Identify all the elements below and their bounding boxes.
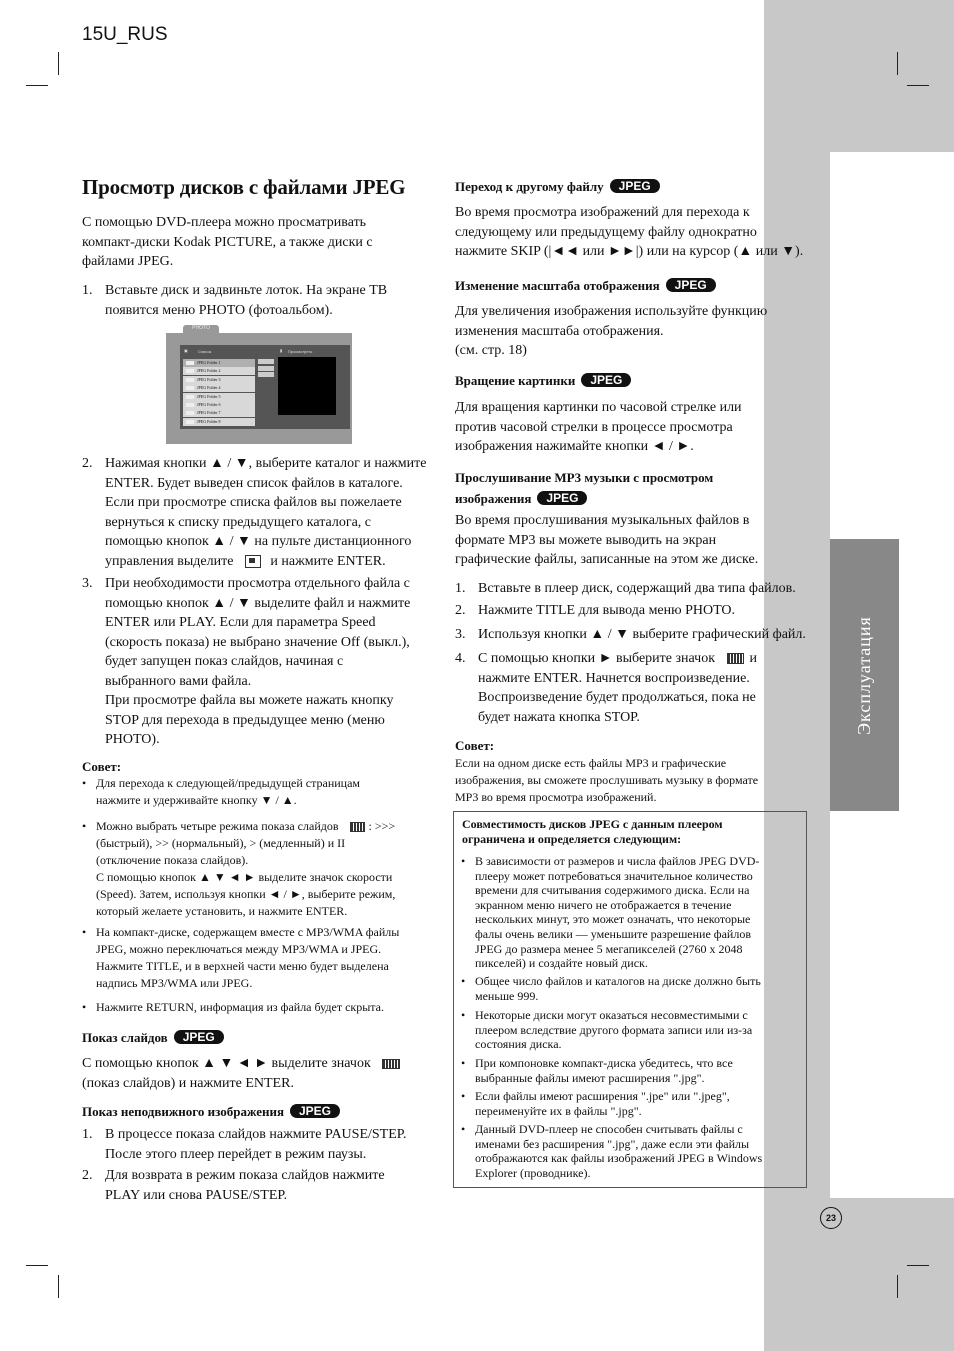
list-item: JPEG Folder 2 xyxy=(183,367,255,375)
crop-mark xyxy=(897,52,898,75)
slideshow-heading: Показ слайдов JPEG xyxy=(82,1030,224,1046)
step-3: При необходимости просмотра отдельного файла с помощью кнопок ▲ / ▼ выделите файл и нажмите ENTER или PLAY. Если для параметра Speed (скорость показа) не выбрано значение Off (выкл.), будет запущен показ слайдов, начиная с выбранного вами файла. При просмотре файла вы можете нажать кнопку STOP для перехода в предыдущее меню (меню PHOTO). xyxy=(105,576,411,747)
jpeg-badge: JPEG xyxy=(290,1104,340,1118)
folder-icon: ▣ xyxy=(184,348,188,353)
step-3-number: 3. xyxy=(82,576,93,591)
rotate-heading: Вращение картинки JPEG xyxy=(455,373,631,389)
list-item: JPEG Folder 5 xyxy=(183,393,255,401)
mp3-heading: Прослушивание MP3 музыки с просмотром изображения JPEG xyxy=(455,470,714,506)
screen-controls xyxy=(258,359,274,381)
step-2: Нажимая кнопки ▲ / ▼, выберите каталог и нажмите ENTER. Будет выведен список файлов в каталоге. Если при просмотре списка файлов вы пожелаете вернуться к списку предыдущего каталога, с помощью кнопок ▲ / ▼ на пульте дистанционного управления выделите и нажмите ENTER. xyxy=(105,456,427,569)
compat-item-3: Некоторые диски могут оказаться несовместимыми с плеером вследствие другого формата записи или из-за состояния диска. xyxy=(475,1008,753,1052)
step-1-number: 1. xyxy=(82,283,93,298)
screen-tab: PHOTO xyxy=(183,325,219,335)
list-item: JPEG Folder 1 xyxy=(183,359,255,367)
still-step-1: В процессе показа слайдов нажмите PAUSE/STEP. После этого плеер перейдет в режим паузы. xyxy=(105,1127,407,1162)
crop-mark xyxy=(897,1275,898,1298)
bullet-dot: • xyxy=(82,819,87,833)
still-step-2-number: 2. xyxy=(82,1168,93,1183)
preview-icon: ▮ xyxy=(280,348,283,353)
intro-text: С помощью DVD-плеера можно просматривать компакт-диски Kodak PICTURE, а также диски с файлами JPEG. xyxy=(82,215,373,269)
margin-bottom-block xyxy=(764,1198,954,1351)
mp3-step-3-number: 3. xyxy=(455,627,466,642)
skip-heading: Переход к другому файлу JPEG xyxy=(455,179,660,195)
mp3-step-1-number: 1. xyxy=(455,581,466,596)
compatibility-title: Совместимость дисков JPEG с данным плеером ограничена и определяется следующим: xyxy=(462,817,723,846)
mp3-step-3: Используя кнопки ▲ / ▼ выберите графический файл. xyxy=(478,627,806,642)
crop-mark xyxy=(58,52,59,75)
skip-text: Во время просмотра изображений для перехода к следующему или предыдущему файлу однократно нажмите SKIP (|◄◄ или ►►|) или на курсор (▲ или ▼). xyxy=(455,205,804,259)
step-1: Вставьте диск и задвиньте лоток. На экране ТВ появится меню PHOTO (фотоальбом). xyxy=(105,283,388,318)
tip-1: Для перехода к следующей/предыдущей страницам нажмите и удерживайте кнопку ▼ / ▲. xyxy=(96,776,361,807)
list-item: JPEG Folder 4 xyxy=(183,384,255,392)
bullet-dot: • xyxy=(82,925,87,939)
crop-mark xyxy=(907,1265,929,1266)
jpeg-badge: JPEG xyxy=(537,491,587,505)
mp3-step-1: Вставьте в плеер диск, содержащий два типа файлов. xyxy=(478,581,796,596)
tip-right-text: Если на одном диске есть файлы MP3 и графические изображения, вы сможете прослушивать музыку в формате MP3 во время просмотра изображений. xyxy=(455,756,759,804)
tip-title-left: Совет: xyxy=(82,759,122,774)
crop-mark xyxy=(58,1275,59,1298)
compat-item-1: В зависимости от размеров и числа файлов JPEG DVD- плееру может потребоваться значительное количество времени для считывания содержимого диска. Если на экранном меню ничего не отображается в течение нескольких минут, это может означать, что некоторые фалы очень велики — уменьшите разрешение файлов JPEG до размера менее 5 мегапикселей (2760 x 2048 пикселей) и создайте новый диск. xyxy=(475,854,760,971)
bullet-dot: • xyxy=(461,1122,466,1136)
bullet-dot: • xyxy=(461,1056,466,1070)
list-item: JPEG Folder 8 xyxy=(183,418,255,426)
section-tab-label: Эксплуатация xyxy=(854,615,875,735)
screen-list-header: Список xyxy=(198,349,212,354)
tip-title-right: Совет: xyxy=(455,738,495,753)
crop-mark xyxy=(907,85,929,86)
list-item: JPEG Folder 6 xyxy=(183,401,255,409)
bullet-dot: • xyxy=(82,1000,87,1014)
mp3-step-4: С помощью кнопки ► выберите значок и нажмите ENTER. Начнется воспроизведение. Воспроизведение будет продолжаться, пока не будет нажата кнопка STOP. xyxy=(478,651,757,725)
folder-list xyxy=(183,359,255,426)
compat-item-5: Если файлы имеют расширения ".jpe" или ".jpeg", переименуйте их в файлы ".jpg". xyxy=(475,1089,730,1118)
margin-top-block xyxy=(764,0,954,152)
tip-4: Нажмите RETURN, информация из файла будет скрыта. xyxy=(96,1000,385,1014)
preview-window xyxy=(278,357,336,415)
bullet-dot: • xyxy=(461,1008,466,1022)
jpeg-badge: JPEG xyxy=(174,1030,224,1044)
mp3-step-2: Нажмите TITLE для вывода меню PHOTO. xyxy=(478,603,736,618)
crop-mark xyxy=(26,85,48,86)
page-title: Просмотр дисков с файлами JPEG xyxy=(82,175,406,199)
still-step-1-number: 1. xyxy=(82,1127,93,1142)
bullet-dot: • xyxy=(461,974,466,988)
document-code: 15U_RUS xyxy=(82,24,168,45)
list-item: JPEG Folder 7 xyxy=(183,409,255,417)
jpeg-badge: JPEG xyxy=(581,373,631,387)
still-heading: Показ неподвижного изображения JPEG xyxy=(82,1104,340,1120)
tip-2: Можно выбрать четыре режима показа слайдов : >>> (быстрый), >> (нормальный), > (медленный) и II (отключение показа слайдов). С помощью кнопок ▲ ▼ ◄ ► выделите значок скорости (Speed). Затем, используя кнопки ◄ / ►, выберите режим, который желаете установить, и нажмите ENTER. xyxy=(96,819,396,918)
tip-3: На компакт-диске, содержащем вместе с MP3/WMA файлы JPEG, можно переключаться между MP3/WMA и JPEG. Нажмите TITLE, и в верхней части меню будет выделена надпись MP3/WMA или JPEG. xyxy=(96,925,400,990)
music-slideshow-icon xyxy=(727,653,744,664)
slideshow-icon xyxy=(350,822,365,832)
folder-up-icon xyxy=(245,555,261,568)
bullet-dot: • xyxy=(461,1089,466,1103)
crop-mark xyxy=(26,1265,48,1266)
list-item: JPEG Folder 3 xyxy=(183,376,255,384)
bullet-dot: • xyxy=(82,776,87,790)
step-2-number: 2. xyxy=(82,456,93,471)
rotate-text: Для вращения картинки по часовой стрелке или против часовой стрелки в процессе просмотра изображения нажимайте кнопки ◄ / ►. xyxy=(455,400,742,454)
compat-item-4: При компоновке компакт-диска убедитесь, что все выбранные файлы имеют расширения ".jpg". xyxy=(475,1056,733,1085)
zoom-text: Для увеличения изображения используйте функцию изменения масштаба отображения. (см. стр. 18) xyxy=(455,304,768,358)
scroll-down-icon: ▼ xyxy=(250,421,254,426)
slideshow-text: С помощью кнопок ▲ ▼ ◄ ► выделите значок (показ слайдов) и нажмите ENTER. xyxy=(82,1054,400,1093)
jpeg-badge: JPEG xyxy=(610,179,660,193)
still-step-2: Для возврата в режим показа слайдов нажмите PLAY или снова PAUSE/STEP. xyxy=(105,1168,385,1203)
slideshow-icon xyxy=(382,1059,400,1069)
photo-menu-screenshot xyxy=(166,325,352,444)
mp3-text: Во время прослушивания музыкальных файлов в формате MP3 вы можете выводить на экран графические файлы, записанные на этом же диске. xyxy=(455,513,759,567)
bullet-dot: • xyxy=(461,854,466,868)
page-number: 23 xyxy=(820,1207,842,1229)
screen-preview-header: Просмотреть xyxy=(288,349,313,354)
compat-item-6: Данный DVD-плеер не способен считывать файлы с именами без расширения ".jpg", даже если эти файлы отображаются как файлы изображений JPEG в Windows Explorer (проводнике). xyxy=(475,1122,763,1180)
zoom-heading: Изменение масштаба отображения JPEG xyxy=(455,278,716,294)
mp3-step-4-number: 4. xyxy=(455,651,466,666)
mp3-step-2-number: 2. xyxy=(455,603,466,618)
jpeg-badge: JPEG xyxy=(666,278,716,292)
compat-item-2: Общее число файлов и каталогов на диске должно быть меньше 999. xyxy=(475,974,761,1003)
